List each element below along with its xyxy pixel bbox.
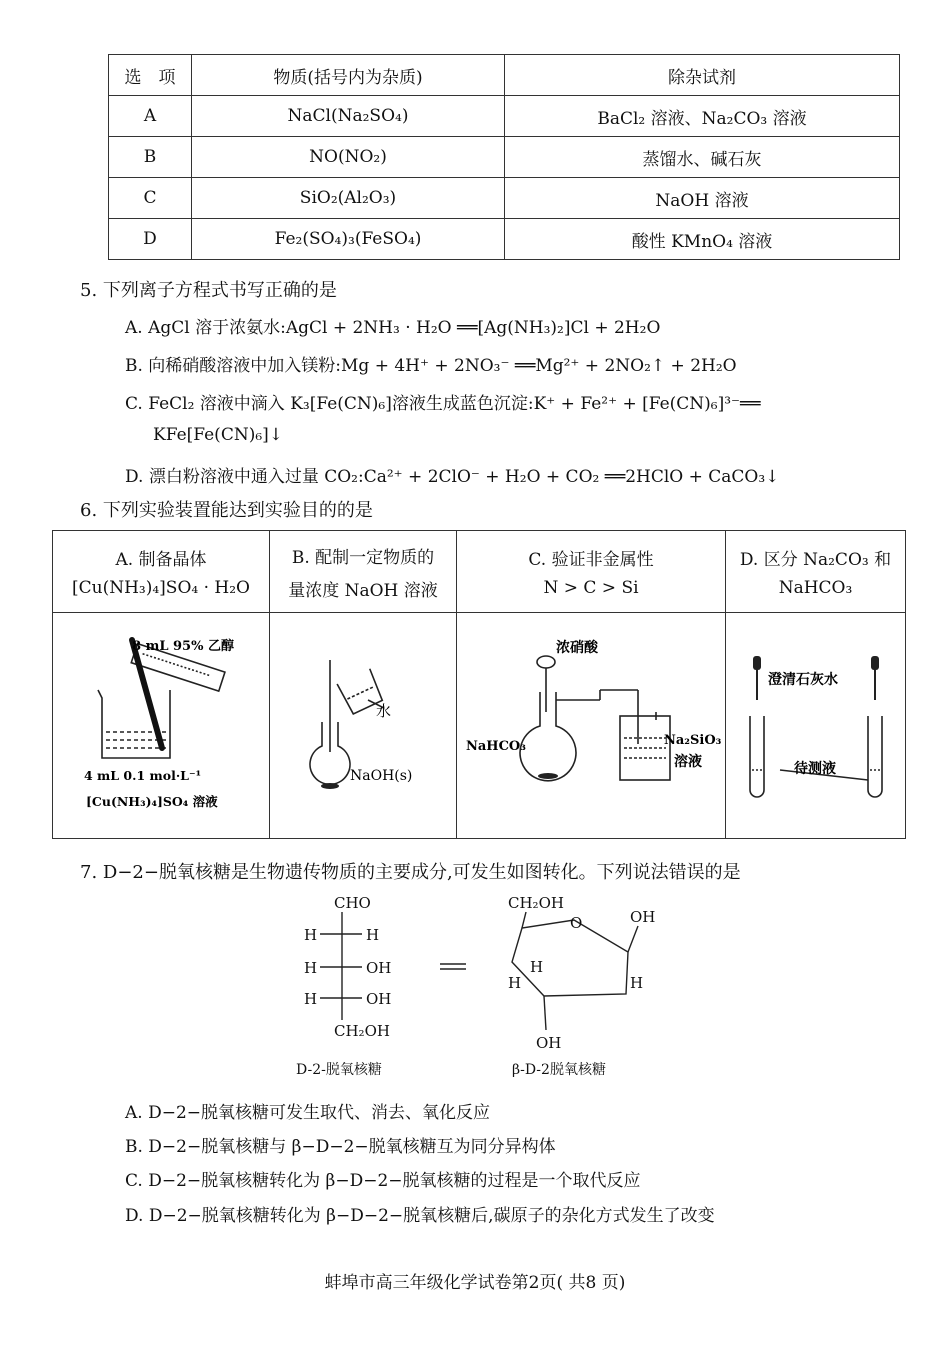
oh-label: OH: [630, 908, 656, 926]
q7-option-a: A. D−2−脱氧核糖可发生取代、消去、氧化反应: [125, 1103, 491, 1123]
cell-d-title: [726, 531, 906, 613]
row-reagent: BaCl₂ 溶液、Na₂CO₃ 溶液: [505, 96, 900, 137]
q7-option-b: B. D−2−脱氧核糖与 β−D−2−脱氧核糖互为同分异构体: [125, 1137, 556, 1157]
cho-label: CHO: [334, 894, 371, 912]
a-title-line1: A. 制备晶体: [115, 550, 207, 570]
cell-b-title: [270, 531, 457, 613]
name-beta-d2-deoxyribose: β-D-2脱氧核糖: [512, 1062, 606, 1078]
row-reagent: NaOH 溶液: [505, 178, 900, 219]
test-tube-right: [868, 716, 882, 797]
row-option: C: [109, 178, 192, 219]
row-reagent: 蒸馏水、碱石灰: [505, 137, 900, 178]
apparatus-b-figure: [272, 620, 456, 825]
table-row: [109, 178, 900, 219]
label-copper-conc: 4 mL 0.1 mol·L⁻¹: [84, 768, 202, 783]
dropper-left: [753, 656, 761, 670]
q5-option-a: A. AgCl 溶于浓氨水:AgCl + 2NH₃ · H₂O ══[Ag(NH₃)₂]Cl + 2H₂O: [125, 318, 661, 338]
q5-option-b: B. 向稀硝酸溶液中加入镁粉:Mg + 4H⁺ + 2NO₃⁻ ══Mg²⁺ + 2NO₂↑ + 2H₂O: [125, 356, 737, 376]
header-option: 选 项: [109, 55, 192, 96]
q5-option-c-line2: KFe[Fe(CN)₆]↓: [153, 425, 284, 445]
q5-option-c-line1: C. FeCl₂ 溶液中滴入 K₃[Fe(CN)₆]溶液生成蓝色沉淀:K⁺ + Fe²⁺ + [Fe(CN)₆]³⁻══: [125, 394, 761, 414]
b-title-line1: B. 配制一定物质的: [291, 547, 435, 568]
h-label: H: [530, 958, 544, 976]
oh-label: OH: [536, 1034, 562, 1052]
cell-a-title: [53, 531, 270, 613]
label-limewater: 澄清石灰水: [768, 672, 838, 688]
h-label: H: [508, 974, 522, 992]
h-label: H: [630, 974, 644, 992]
h-label: H: [304, 959, 318, 977]
round-flask: [520, 692, 576, 781]
c-title-line2: N > C > Si: [543, 578, 639, 598]
label-conc-nitric-acid: 浓硝酸: [556, 640, 598, 656]
name-d2-deoxyribose: D-2-脱氧核糖: [296, 1062, 382, 1078]
label-ethanol: 8 mL 95% 乙醇: [132, 639, 234, 654]
ch2oh-label: CH₂OH: [508, 894, 564, 912]
ch2oh-label: CH₂OH: [334, 1022, 390, 1040]
apparatus-a-figure: [60, 620, 260, 825]
q6-stem: 6. 下列实验装置能达到实验目的的是: [80, 500, 373, 521]
page-footer: 蚌埠市高三年级化学试卷第2页( 共8 页): [324, 1273, 626, 1293]
table-header-row: [109, 55, 900, 96]
b-title-line2: 量浓度 NaOH 溶液: [288, 580, 438, 601]
label-solution: 溶液: [674, 754, 702, 770]
q7-option-d: D. D−2−脱氧核糖转化为 β−D−2−脱氧核糖后,碳原子的杂化方式发生了改变: [125, 1206, 715, 1226]
label-water: 水: [376, 702, 392, 720]
d-title-line2: NaHCO₃: [778, 578, 853, 598]
row-option: B: [109, 137, 192, 178]
table-row: [109, 137, 900, 178]
label-test-solution: 待测液: [794, 761, 836, 777]
oh-label: OH: [366, 990, 392, 1008]
row-substance: Fe₂(SO₄)₃(FeSO₄): [192, 219, 505, 260]
h-label: H: [304, 990, 318, 1008]
row-substance: NaCl(Na₂SO₄): [192, 96, 505, 137]
row-option: A: [109, 96, 192, 137]
q7-stem: 7. D−2−脱氧核糖是生物遗传物质的主要成分,可发生如图转化。下列说法错误的是: [80, 862, 741, 883]
apparatus-d-figure: [730, 620, 904, 825]
label-na2sio3: Na₂SiO₃: [664, 733, 722, 748]
header-reagent: 除杂试剂: [505, 55, 900, 96]
a-title-line2: [Cu(NH₃)₄]SO₄ · H₂O: [71, 578, 250, 598]
apparatus-title-row: [53, 531, 906, 613]
q7-structure-figure: [290, 890, 670, 1085]
label-copper-solution: [Cu(NH₃)₄]SO₄ 溶液: [86, 794, 218, 809]
test-tube-left: [750, 716, 764, 797]
row-substance: SiO₂(Al₂O₃): [192, 178, 505, 219]
q7-option-c: C. D−2−脱氧核糖转化为 β−D−2−脱氧核糖的过程是一个取代反应: [125, 1171, 641, 1191]
h-label: H: [366, 926, 380, 944]
q5-stem: 5. 下列离子方程式书写正确的是: [80, 280, 337, 301]
q5-option-d: D. 漂白粉溶液中通入过量 CO₂:Ca²⁺ + 2ClO⁻ + H₂O + CO₂ ══2HClO + CaCO₃↓: [125, 467, 780, 487]
row-option: D: [109, 219, 192, 260]
h-label: H: [304, 926, 318, 944]
apparatus-c-figure: [460, 620, 726, 825]
separatory-funnel: [537, 656, 555, 668]
oh-label: OH: [366, 959, 392, 977]
impurity-table: [108, 54, 900, 260]
d-title-line1: D. 区分 Na₂CO₃ 和: [739, 550, 892, 570]
label-naoh-solid: NaOH(s): [350, 768, 413, 784]
table-row: [109, 96, 900, 137]
row-substance: NO(NO₂): [192, 137, 505, 178]
header-substance: 物质(括号内为杂质): [192, 55, 505, 96]
table-row: [109, 219, 900, 260]
c-title-line1: C. 验证非金属性: [528, 550, 654, 570]
row-reagent: 酸性 KMnO₄ 溶液: [505, 219, 900, 260]
ring-o-label: O: [570, 914, 583, 932]
cell-c-title: [457, 531, 726, 613]
dropper-right: [871, 656, 879, 670]
label-nahco3: NaHCO₃: [466, 739, 526, 754]
